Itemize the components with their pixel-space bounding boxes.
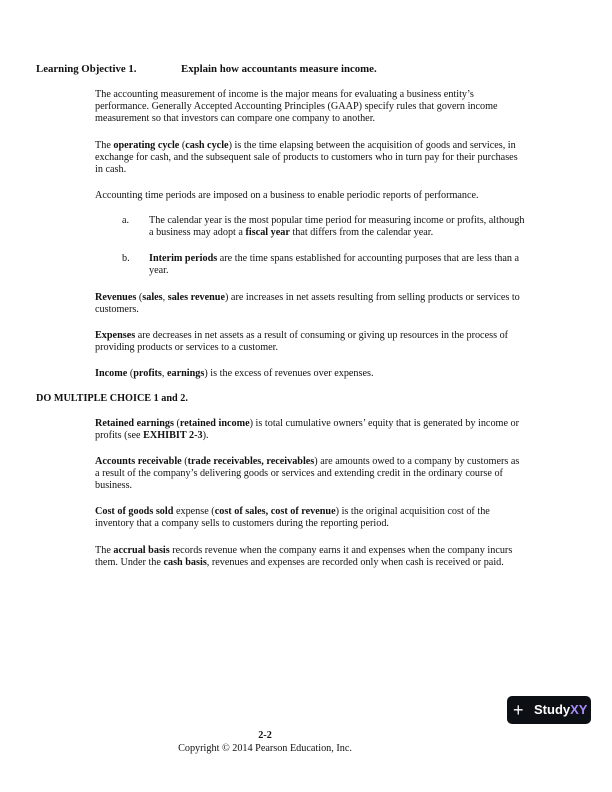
accounts-receivable-paragraph: Accounts receivable (trade receivables, receivables) are amounts owed to a company by customers as a result of the company’s delivering goods or services and extending credit in the ordinary course of business. [95,456,520,492]
list-marker-a: a. [122,215,130,226]
learning-objective-title: Explain how accountants measure income. [181,63,377,75]
accrual-basis-paragraph: The accrual basis records revenue when the company earns it and expenses when the company incurs them. Under the cash basis, revenues and expenses are recorded only when cash is received or paid. [95,545,513,569]
multiple-choice-heading: DO MULTIPLE CHOICE 1 and 2. [36,393,188,404]
badge-brand: StudyXY [534,702,588,717]
operating-cycle-paragraph: The operating cycle (cash cycle) is the time elapsing between the acquisition of goods and services, in exchange for cash, and the subsequent sale of products to customers who in turn pay for their purchases in cash. [95,140,518,176]
list-item-a: The calendar year is the most popular time period for measuring income or profits, although a business may adopt a fiscal year that differs from the calendar year. [149,215,525,239]
expenses-paragraph: Expenses are decreases in net assets as a result of consuming or giving up resources in the process of providing products or services to a customer. [95,330,509,354]
plus-icon: + [513,700,524,720]
cost-of-goods-sold-paragraph: Cost of goods sold expense (cost of sales, cost of revenue) is the original acquisition cost of the inventory that a company sells to customers during the reporting period. [95,506,490,530]
time-periods-paragraph: Accounting time periods are imposed on a business to enable periodic reports of performance. [95,190,479,201]
revenues-paragraph: Revenues (sales, sales revenue) are increases in net assets resulting from selling products or services to customers. [95,292,520,316]
retained-earnings-paragraph: Retained earnings (retained income) is total cumulative owners’ equity that is generated by income or profits (see EXHIBIT 2-3). [95,418,520,442]
copyright-notice: Copyright © 2014 Pearson Education, Inc. [178,743,352,754]
list-marker-b: b. [122,253,130,264]
list-item-b: Interim periods are the time spans established for accounting purposes that are less than a year. [149,253,520,277]
income-paragraph: Income (profits, earnings) is the excess of revenues over expenses. [95,368,374,379]
studyxy-badge[interactable] [507,696,591,724]
learning-objective-label: Learning Objective 1. [36,63,137,75]
intro-paragraph: The accounting measurement of income is the major means for evaluating a business entity’s performance. Generally Accepted Accounting Principles (GAAP) specify rules that govern income measurement so that investors can compare one company to another. [95,89,498,125]
page-number: 2-2 [258,730,272,741]
